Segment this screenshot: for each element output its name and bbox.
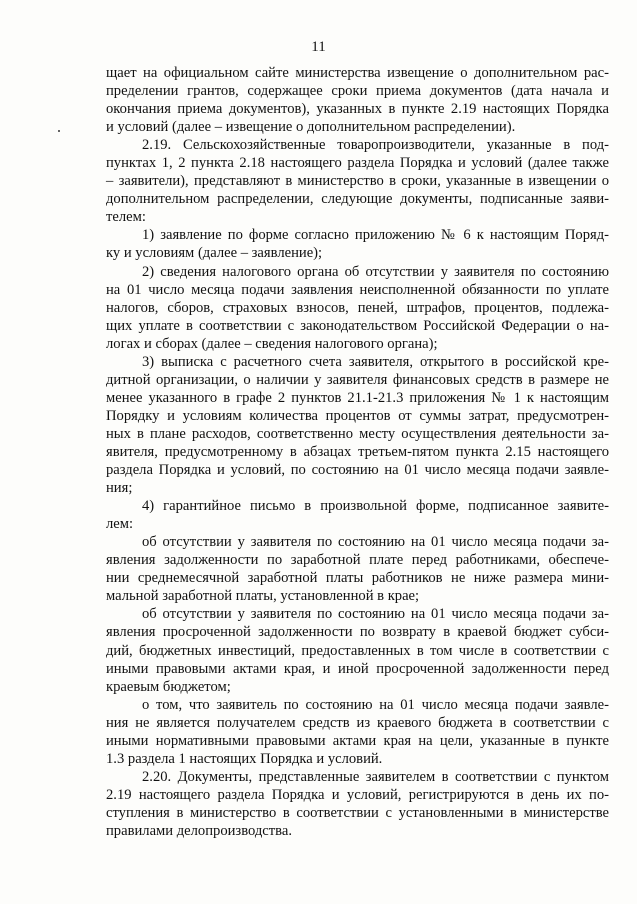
text-line: ния; <box>106 480 133 497</box>
text-line: телем: <box>106 209 146 226</box>
paragraph-item-1 <box>106 226 609 262</box>
text-line: дополнительном распределении, следующие документы, подписанные заяви- <box>106 191 609 208</box>
page-number: 11 <box>311 39 326 55</box>
text-line: дитной организации, о наличии у заявителя финансовых средств в размере не <box>106 371 609 388</box>
text-line: иными правовыми актами края, и иной просроченной задолженности перед <box>106 660 609 677</box>
text-line: ния не является получателем средств из краевого бюджета в соответствии с <box>106 714 609 731</box>
paragraph-wage-debt <box>106 533 609 605</box>
text-line: явителя, предусмотренному в абзацах третьем-пятом пункта 2.15 настоящего <box>106 443 609 460</box>
paragraph-item-3 <box>106 353 609 497</box>
text-line: пределении грантов, содержащее сроки приема документов (дата начала и <box>106 83 609 100</box>
text-line: ступления в министерство в соответствии с установленными в министерстве <box>106 804 609 821</box>
paragraph-budget-debt <box>106 605 609 695</box>
text-line: об отсутствии у заявителя по состоянию на 01 число месяца подачи за- <box>142 606 609 623</box>
text-line: и условий (далее – извещение о дополнительном распределении). <box>106 119 516 136</box>
text-line: 1.3 раздела 1 настоящих Порядка и условий. <box>106 750 383 767</box>
text-line: лем: <box>106 516 134 533</box>
text-line: 2.19. Сельскохозяйственные товаропроизводители, указанные в под- <box>142 137 609 154</box>
text-line: явления задолженности по заработной плате перед работниками, обеспече- <box>106 552 609 569</box>
text-line: налогов, сборов, страховых взносов, пеней, штрафов, процентов, подлежа- <box>106 299 609 316</box>
text-line: Порядку и условиям количества процентов от суммы затрат, предусмотрен- <box>106 407 609 424</box>
text-line: логах и сборах (далее – сведения налогового органа); <box>106 335 438 352</box>
text-line: 1) заявление по форме согласно приложению № 6 к настоящим Поряд- <box>142 227 609 244</box>
paragraph-item-4 <box>106 497 609 533</box>
paragraph-2-20 <box>106 768 609 840</box>
text-line: 3) выписка с расчетного счета заявителя, открытого в российской кре- <box>142 353 609 370</box>
paragraph-continuation <box>106 64 609 136</box>
text-line: 4) гарантийное письмо в произвольной форме, подписанное заявите- <box>142 498 609 515</box>
text-line: правилами делопроизводства. <box>106 822 292 839</box>
text-line: – заявители), представляют в министерство в сроки, указанные в извещении о <box>106 173 609 190</box>
text-line: на 01 число месяца подачи заявления неисполненной обязанности по уплате <box>106 281 609 298</box>
text-line: щает на официальном сайте министерства извещение о дополнительном рас- <box>106 65 609 81</box>
scan-artifact-dot <box>58 130 60 132</box>
text-line: иными нормативными правовыми актами края на цели, указанные в пункте <box>106 732 609 749</box>
paragraph-2-19 <box>106 136 609 226</box>
text-line: щих уплате в соответствии с законодательством Российской Федерации о на- <box>106 317 609 334</box>
text-line: раздела Порядка и условий, по состоянию на 01 число месяца подачи заявле- <box>106 462 609 479</box>
paragraph-not-recipient <box>106 696 609 768</box>
document-body <box>106 64 609 840</box>
text-line: явления просроченной задолженности по возврату в краевой бюджет субси- <box>106 624 609 641</box>
text-line: окончания приема документов), указанных в пункте 2.19 настоящих Порядка <box>106 101 609 118</box>
text-line: 2.19 настоящего раздела Порядка и условий, регистрируются в день их по- <box>106 786 609 803</box>
text-line: о том, что заявитель по состоянию на 01 число месяца подачи заявле- <box>142 696 609 713</box>
text-line: ку и условиям (далее – заявление); <box>106 245 323 262</box>
text-line: ных в плане расходов, соответственно месту осуществления деятельности за- <box>106 425 609 442</box>
text-line: 2.20. Документы, представленные заявителем в соответствии с пунктом <box>142 768 609 785</box>
text-line: пунктах 1, 2 пункта 2.18 настоящего раздела Порядка и условий (далее также <box>106 155 609 172</box>
text-line: менее указанного в графе 2 пунктов 21.1-21.3 приложения № 1 к настоящим <box>106 389 609 406</box>
text-line: об отсутствии у заявителя по состоянию на 01 число месяца подачи за- <box>142 534 609 551</box>
text-line: 2) сведения налогового органа об отсутствии у заявителя по состоянию <box>142 263 609 280</box>
text-line: дий, бюджетных инвестиций, предоставленных в том числе в соответствии с <box>106 642 609 659</box>
paragraph-item-2 <box>106 263 609 353</box>
text-line: краевым бюджетом; <box>106 678 231 695</box>
text-line: мальной заработной платы, установленной в крае; <box>106 588 420 605</box>
text-line: нии среднемесячной заработной платы работников не ниже размера мини- <box>106 570 609 587</box>
